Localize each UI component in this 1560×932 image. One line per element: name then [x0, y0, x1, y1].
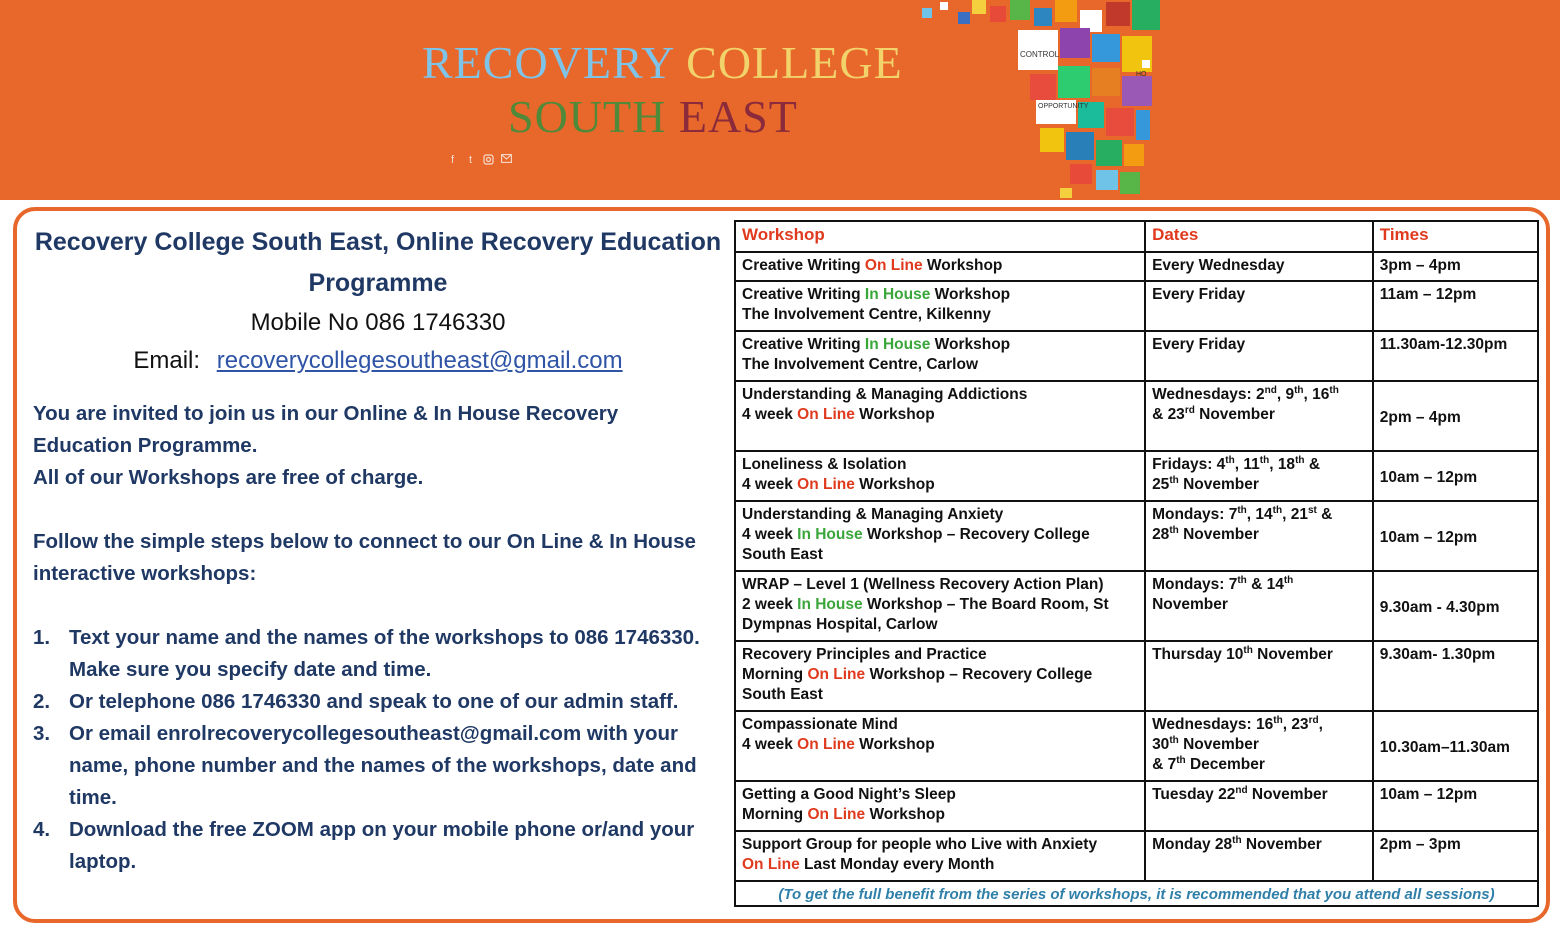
dates-cell — [1145, 781, 1373, 831]
dates-cell — [1145, 571, 1373, 641]
text-segment: 25 — [1152, 476, 1170, 493]
steps-list — [33, 622, 723, 878]
cell-line — [742, 385, 1138, 405]
workshop-cell — [735, 831, 1145, 881]
text-segment: Loneliness & Isolation — [742, 456, 907, 473]
cell-line — [1152, 645, 1366, 665]
text-segment: November — [1178, 736, 1259, 753]
time-cell: 2pm – 4pm — [1373, 381, 1538, 451]
text-segment: st — [1307, 504, 1317, 516]
cell-line — [1152, 575, 1366, 595]
inhouse-tag: In House — [864, 336, 931, 353]
time-cell: 3pm – 4pm — [1373, 252, 1538, 281]
text-segment: South East — [742, 686, 823, 703]
text-segment: & 23 — [1152, 406, 1185, 423]
table-row — [735, 501, 1538, 571]
text-segment: & — [1316, 506, 1333, 523]
logo-word: COLLEGE — [686, 37, 903, 88]
table-row — [735, 331, 1538, 381]
table-row — [735, 381, 1538, 451]
text-segment: WRAP – Level 1 (Wellness Recovery Action Plan) — [742, 576, 1104, 593]
dates-cell — [1145, 381, 1373, 451]
cell-line — [1152, 475, 1366, 495]
text-segment: , 23 — [1282, 716, 1309, 733]
text-segment: Workshop – Recovery College — [865, 666, 1093, 683]
text-segment: th — [1169, 524, 1179, 536]
text-segment: Every Wednesday — [1152, 257, 1285, 274]
text-segment: Wednesdays: 2 — [1152, 386, 1265, 403]
text-segment: Fridays: 4 — [1152, 456, 1226, 473]
text-segment: rd — [1184, 404, 1195, 416]
time-cell: 11am – 12pm — [1373, 281, 1538, 331]
email-label: Email: — [133, 347, 201, 374]
inhouse-tag: In House — [864, 286, 931, 303]
table-body — [735, 252, 1538, 881]
intro-line: All of our Workshops are free of charge. — [33, 466, 424, 489]
colorful-cubes-graphic — [910, 0, 1170, 200]
cell-line — [742, 335, 1138, 355]
cell-line — [742, 785, 1138, 805]
text-segment: Understanding & Managing Anxiety — [742, 506, 1004, 523]
text-segment: th — [1294, 384, 1304, 396]
time-cell: 10am – 12pm — [1373, 451, 1538, 501]
workshop-cell — [735, 281, 1145, 331]
mail-icon[interactable] — [500, 154, 513, 167]
cell-line — [742, 505, 1138, 525]
table-row — [735, 711, 1538, 781]
cell-line — [742, 665, 1138, 685]
logo-line-2 — [508, 92, 798, 142]
text-segment: th — [1232, 834, 1242, 846]
follow-text: Follow the simple steps below to connect to our On Line & In House interactive workshops: — [33, 530, 696, 585]
text-segment: , 11 — [1234, 456, 1260, 473]
cell-line — [742, 256, 1138, 276]
intro-line: You are invited to join us in our Online & In House Recovery — [33, 402, 619, 425]
text-segment: 4 week — [742, 476, 798, 493]
text-segment: Tuesday 22 — [1152, 786, 1236, 803]
cell-line — [1152, 715, 1366, 735]
workshop-cell — [735, 571, 1145, 641]
cube-label: HO — [1136, 71, 1147, 78]
text-segment: th — [1283, 574, 1294, 586]
text-segment: Workshop — [930, 336, 1011, 353]
dates-cell — [1145, 641, 1373, 711]
table-row — [735, 781, 1538, 831]
email-link[interactable]: recoverycollegesoutheast@gmail.com — [216, 347, 623, 374]
text-segment: th — [1295, 454, 1305, 466]
workshop-cell — [735, 781, 1145, 831]
step-text: Text your name and the names of the workshops to 086 1746330. Make sure you specify date and time. — [69, 626, 700, 681]
text-segment: The Involvement Centre, Carlow — [742, 356, 978, 373]
intro-line: Education Programme. — [33, 434, 258, 457]
text-segment: , 16 — [1303, 386, 1330, 403]
table-row — [735, 451, 1538, 501]
text-segment: Workshop – The Board Room, St — [862, 596, 1109, 613]
cell-line — [1152, 735, 1366, 755]
step-text: Download the free ZOOM app on your mobile phone or/and your laptop. — [69, 818, 695, 873]
text-segment: , 21 — [1282, 506, 1308, 523]
cube-label: CONTROL — [1020, 50, 1060, 59]
text-segment: th — [1272, 504, 1283, 516]
time-cell: 10.30am–11.30am — [1373, 711, 1538, 781]
dates-cell — [1145, 331, 1373, 381]
cell-line — [1152, 835, 1366, 855]
text-segment: th — [1243, 644, 1253, 656]
text-segment: Creative Writing — [742, 286, 865, 303]
text-segment: Every Friday — [1152, 286, 1246, 303]
logo-word: RECOVERY — [422, 37, 674, 88]
time-cell: 11.30am-12.30pm — [1373, 331, 1538, 381]
text-segment: Every Friday — [1152, 336, 1246, 353]
cell-line — [742, 835, 1138, 855]
table-header-row — [735, 221, 1538, 252]
text-segment: November — [1247, 786, 1328, 803]
info-panel — [33, 222, 723, 878]
text-segment: nd — [1264, 384, 1277, 396]
cell-line — [1152, 525, 1366, 545]
step-item — [33, 686, 723, 718]
time-cell: 2pm – 3pm — [1373, 831, 1538, 881]
online-tag: On Line — [797, 736, 855, 753]
text-segment: Workshop — [854, 406, 935, 423]
dates-cell — [1145, 831, 1373, 881]
text-segment: The Involvement Centre, Kilkenny — [742, 306, 991, 323]
cell-line — [1152, 785, 1366, 805]
text-segment: November — [1252, 646, 1333, 663]
cell-line — [742, 595, 1138, 615]
text-segment: Last Monday every Month — [799, 856, 995, 873]
online-tag: On Line — [742, 856, 800, 873]
cell-line — [1152, 505, 1366, 525]
logo-line-1 — [422, 38, 903, 88]
intro-text — [33, 398, 723, 494]
twitter-icon[interactable]: t — [468, 154, 473, 166]
text-segment: Morning — [742, 806, 808, 823]
text-segment: Workshop – Recovery College — [862, 526, 1090, 543]
email-line — [33, 342, 723, 380]
text-segment: nd — [1235, 784, 1248, 796]
text-segment: th — [1169, 474, 1179, 486]
cell-line — [742, 355, 1138, 375]
workshop-cell — [735, 711, 1145, 781]
text-segment: th — [1273, 714, 1283, 726]
text-segment: th — [1225, 454, 1235, 466]
text-segment: th — [1176, 754, 1186, 766]
step-text: Or email enrolrecoverycollegesoutheast@gmail.com with your name, phone number and the names of the workshops, date and time. — [69, 722, 697, 809]
cell-line — [742, 525, 1138, 545]
cell-line — [1152, 335, 1366, 355]
dates-cell — [1145, 281, 1373, 331]
cell-line — [742, 855, 1138, 875]
text-segment: th — [1169, 734, 1179, 746]
text-segment: Workshop — [865, 806, 945, 823]
text-segment: Support Group for people who Live with Anxiety — [742, 836, 1098, 853]
text-segment: 4 week — [742, 736, 798, 753]
step-text: Or telephone 086 1746330 and speak to one of our admin staff. — [69, 690, 679, 713]
cell-line — [742, 805, 1138, 825]
table-row — [735, 571, 1538, 641]
dates-cell — [1145, 252, 1373, 281]
cell-line — [1152, 385, 1366, 405]
text-segment: 4 week — [742, 526, 798, 543]
text-segment: , — [1318, 716, 1323, 733]
workshop-cell — [735, 252, 1145, 281]
text-segment: 4 week — [742, 406, 798, 423]
text-segment: Thursday 10 — [1152, 646, 1244, 663]
column-header-times: Times — [1373, 221, 1538, 252]
text-segment: Monday 28 — [1152, 836, 1233, 853]
text-segment: Workshop — [930, 286, 1011, 303]
column-header-dates: Dates — [1145, 221, 1373, 252]
text-segment: , 14 — [1246, 506, 1273, 523]
text-segment: November — [1152, 596, 1228, 613]
header-banner — [0, 0, 1560, 200]
text-segment: Recovery Principles and Practice — [742, 646, 987, 663]
workshop-cell — [735, 641, 1145, 711]
text-segment: Understanding & Managing Addictions — [742, 386, 1028, 403]
facebook-icon[interactable]: f — [450, 154, 455, 166]
table-footnote: (To get the full benefit from the series of workshops, it is recommended that you attend all sessions) — [735, 881, 1538, 906]
text-segment: Mondays: 7 — [1152, 576, 1238, 593]
cell-line — [742, 575, 1138, 595]
cell-line — [742, 615, 1138, 635]
text-segment: Morning — [742, 666, 808, 683]
text-segment: Creative Writing — [742, 336, 865, 353]
text-segment: 30 — [1152, 736, 1170, 753]
cell-line — [742, 305, 1138, 325]
text-segment: & — [1304, 456, 1321, 473]
cell-line — [1152, 595, 1366, 615]
text-segment: th — [1259, 454, 1270, 466]
step-item — [33, 814, 723, 878]
text-segment: , 18 — [1269, 456, 1296, 473]
cell-line — [742, 735, 1138, 755]
social-links — [446, 154, 513, 167]
text-segment: Creative Writing — [742, 257, 865, 274]
text-segment: Workshop — [854, 736, 935, 753]
cell-line — [742, 545, 1138, 565]
cell-line — [1152, 256, 1366, 276]
table-row — [735, 831, 1538, 881]
page-title: Recovery College South East, Online Recovery Education Programme — [34, 228, 722, 297]
time-cell: 9.30am - 4.30pm — [1373, 571, 1538, 641]
step-item — [33, 622, 723, 686]
instagram-icon[interactable] — [482, 154, 495, 167]
cell-line — [742, 715, 1138, 735]
workshop-cell — [735, 451, 1145, 501]
text-segment: November — [1241, 836, 1322, 853]
mobile-number: Mobile No 086 1746330 — [250, 309, 506, 336]
text-segment: , 9 — [1276, 386, 1295, 403]
dates-cell — [1145, 451, 1373, 501]
text-segment: Mondays: 7 — [1152, 506, 1238, 523]
cell-line — [742, 285, 1138, 305]
text-segment: December — [1185, 756, 1265, 773]
workshop-table — [734, 220, 1539, 907]
text-segment: 2 week — [742, 596, 798, 613]
text-segment: rd — [1308, 714, 1319, 726]
text-segment: Compassionate Mind — [742, 716, 898, 733]
table-row — [735, 641, 1538, 711]
workshop-cell — [735, 501, 1145, 571]
text-segment: & 7 — [1152, 756, 1177, 773]
cell-line — [742, 685, 1138, 705]
step-number: 1. — [33, 626, 51, 649]
workshop-cell — [735, 331, 1145, 381]
cell-line — [1152, 405, 1366, 425]
text-segment: Wednesdays: 16 — [1152, 716, 1274, 733]
step-number: 3. — [33, 722, 51, 745]
table-row — [735, 252, 1538, 281]
cube-label: OPPORTUNITY — [1038, 103, 1089, 110]
cell-line — [1152, 755, 1366, 775]
dates-cell — [1145, 501, 1373, 571]
table-row — [735, 281, 1538, 331]
text-segment: Workshop — [922, 257, 1003, 274]
step-number: 4. — [33, 818, 51, 841]
online-tag: On Line — [864, 257, 923, 274]
text-segment: Dympnas Hospital, Carlow — [742, 616, 938, 633]
time-cell: 10am – 12pm — [1373, 781, 1538, 831]
text-segment: Getting a Good Night’s Sleep — [742, 786, 956, 803]
online-tag: On Line — [797, 406, 855, 423]
online-tag: On Line — [797, 476, 855, 493]
workshop-cell — [735, 381, 1145, 451]
logo-word: SOUTH — [508, 91, 667, 142]
table-footnote-row — [735, 881, 1538, 906]
online-tag: On Line — [807, 666, 866, 683]
column-header-workshop: Workshop — [735, 221, 1145, 252]
text-segment: & 14 — [1246, 576, 1284, 593]
online-tag: On Line — [807, 806, 866, 823]
inhouse-tag: In House — [797, 526, 863, 543]
cell-line — [742, 405, 1138, 425]
text-segment: Workshop — [854, 476, 935, 493]
text-segment: November — [1178, 526, 1259, 543]
inhouse-tag: In House — [797, 596, 863, 613]
cell-line — [742, 455, 1138, 475]
text-segment: th — [1237, 574, 1247, 586]
time-cell: 10am – 12pm — [1373, 501, 1538, 571]
time-cell: 9.30am- 1.30pm — [1373, 641, 1538, 711]
cell-line — [742, 645, 1138, 665]
dates-cell — [1145, 711, 1373, 781]
cell-line — [742, 475, 1138, 495]
text-segment: 28 — [1152, 526, 1170, 543]
step-item — [33, 718, 723, 814]
text-segment: th — [1329, 384, 1339, 396]
cell-line — [1152, 285, 1366, 305]
text-segment: South East — [742, 546, 823, 563]
text-segment: November — [1178, 476, 1259, 493]
text-segment: November — [1194, 406, 1275, 423]
cell-line — [1152, 455, 1366, 475]
step-number: 2. — [33, 690, 51, 713]
logo-word: EAST — [678, 91, 798, 142]
text-segment: th — [1237, 504, 1247, 516]
